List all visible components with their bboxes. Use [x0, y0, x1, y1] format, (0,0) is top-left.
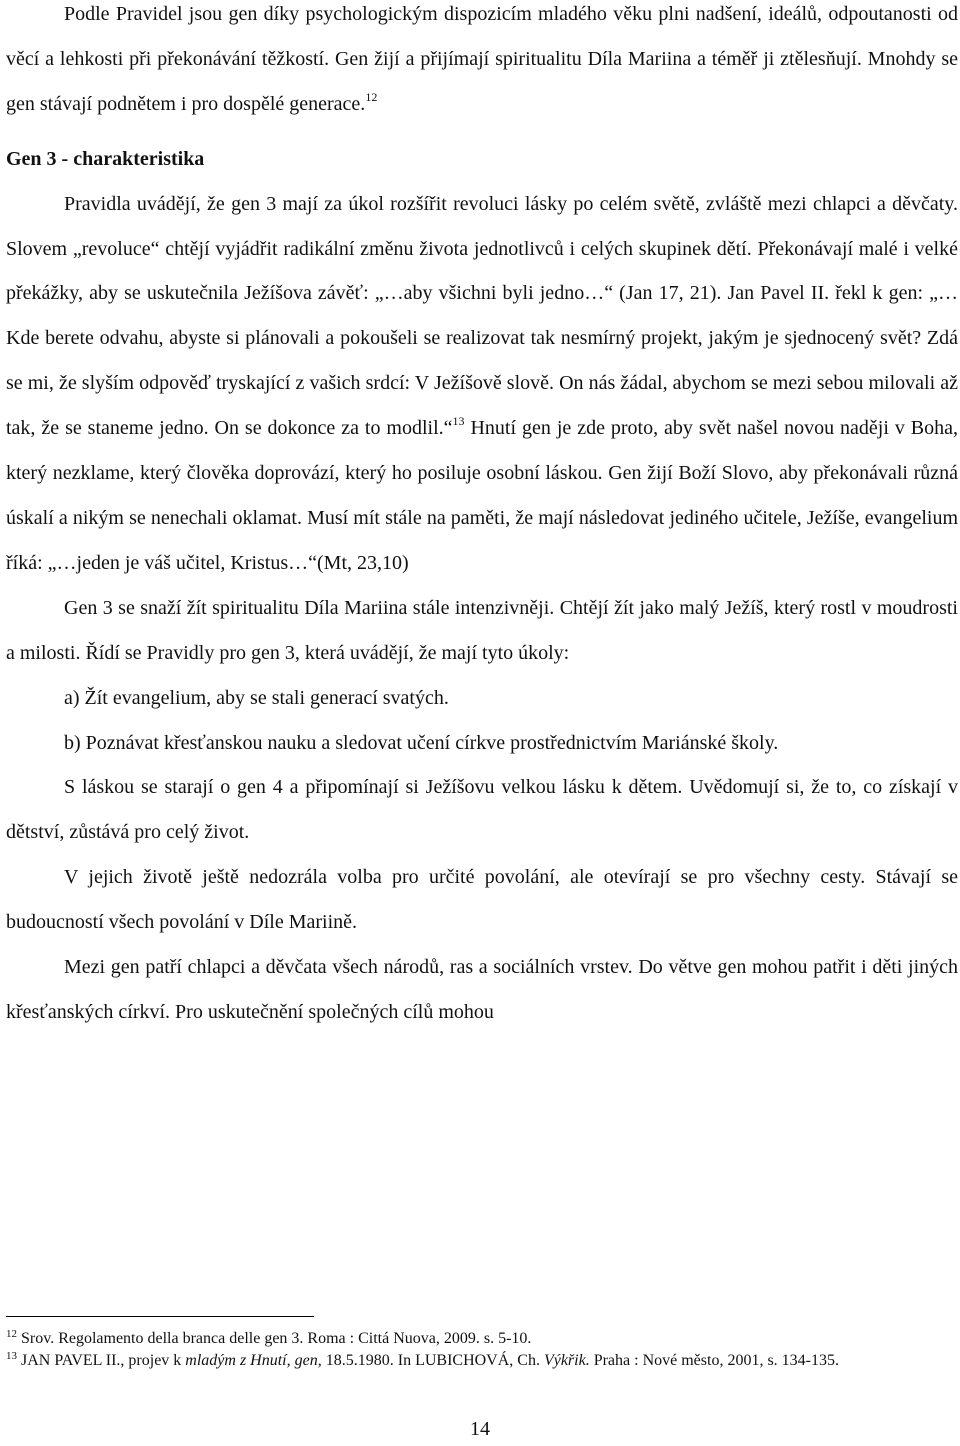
footnote-ref-13[interactable]: 13	[452, 414, 465, 429]
footnotes	[6, 1328, 958, 1371]
page-number: 14	[470, 1418, 490, 1440]
footnote-italic-b: Výkřik.	[543, 1351, 590, 1369]
footnote-ref-12[interactable]: 12	[365, 89, 378, 104]
footnote-text: Srov. Regolamento della branca delle gen 3. Roma : Cittá Nuova, 2009. s. 5-10.	[17, 1330, 532, 1347]
list-item-b: b) Poznávat křesťanskou nauku a sledovat učení církve prostřednictvím Mariánské školy.	[64, 731, 779, 754]
paragraph-5: V jejich životě ještě nedozrála volba pro určité povolání, ale otevírají se pro všechny cesty. Stávají se budoucností všech povolání v Díle Mariině.	[6, 866, 958, 934]
paragraph-2-text-b: Hnutí gen je zde proto, aby svět našel novou naději v Boha, který nezklame, který člověka doprovází, který ho posiluje osobní láskou. Gen žijí Boží Slovo, aby překonávali různá úskalí a nikým se nenechali oklamat. Musí mít stále na paměti, že mají následovat jediného učitele, Ježíše, evangelium říká: „…jeden je váš učitel, Kristus…“(Mt, 23,10)	[6, 417, 958, 574]
paragraph-1	[6, 0, 958, 127]
paragraph-4: S láskou se starají o gen 4 a připomínají si Ježíšovu velkou lásku k dětem. Uvědomují si, že to, co získají v dětství, zůstává pro celý život.	[6, 776, 958, 844]
list-item-a: a) Žít evangelium, aby se stali generací svatých.	[64, 686, 449, 709]
footnote-number: 12	[6, 1328, 17, 1340]
paragraph-6: Mezi gen patří chlapci a děvčata všech národů, ras a sociálních vrstev. Do větve gen mohou patřit i děti jiných křesťanských církví. Pro uskutečnění společných cílů mohou	[6, 956, 958, 1023]
document-page	[6, 0, 958, 1035]
paragraph-3: Gen 3 se snaží žít spiritualitu Díla Mariina stále intenzivněji. Chtějí žít jako malý Ježíš, který rostl v moudrosti a milosti. Řídí se Pravidly pro gen 3, která uvádějí, že mají tyto úkoly:	[6, 596, 958, 664]
paragraph-2	[6, 182, 958, 586]
footnote-text-b: 18.5.1980. In LUBICHOVÁ, Ch.	[321, 1351, 544, 1369]
footnote-divider	[6, 1316, 314, 1317]
footnote-italic-a: mladým z Hnutí, gen,	[185, 1351, 322, 1369]
section-heading: Gen 3 - charakteristika	[6, 147, 205, 170]
footnote-13	[6, 1350, 958, 1372]
paragraph-1-text: Podle Pravidel jsou gen díky psychologickým dispozicím mladého věku plni nadšení, ideálů, odpoutanosti od věcí a lehkosti při překonávání těžkostí. Gen žijí a přijímají spiritualitu Díla Mariina a téměř ji ztělesňují. Mnohdy se gen stávají podnětem i pro dospělé generace.	[6, 3, 958, 115]
footnote-text-a: JAN PAVEL II., projev k	[17, 1351, 186, 1369]
footnote-12	[6, 1328, 958, 1350]
paragraph-2-text-a: Pravidla uvádějí, že gen 3 mají za úkol rozšířit revoluci lásky po celém světě, zvláště mezi chlapci a děvčaty. Slovem „revoluce“ chtějí vyjádřit radikální změnu života jednotlivců i celých skupinek dětí. Překonávají malé i velké překážky, aby se uskutečnila Ježíšova závěť: „…aby všichni byli jedno…“ (Jan 17, 21). Jan Pavel II. řekl k gen: „…Kde berete odvahu, abyste si plánovali a pokoušeli se realizovat tak nesmírný projekt, jakým je sjednocený svět? Zdá se mi, že slyším odpověď tryskající z vašich srdcí: V Ježíšově slově. On nás žádal, abychom se mezi sebou milovali až tak, že se staneme jedno. On se dokonce za to modlil.“	[6, 192, 958, 440]
footnote-text-c: Praha : Nové město, 2001, s. 134-135.	[589, 1351, 840, 1369]
footnote-number: 13	[6, 1349, 17, 1362]
